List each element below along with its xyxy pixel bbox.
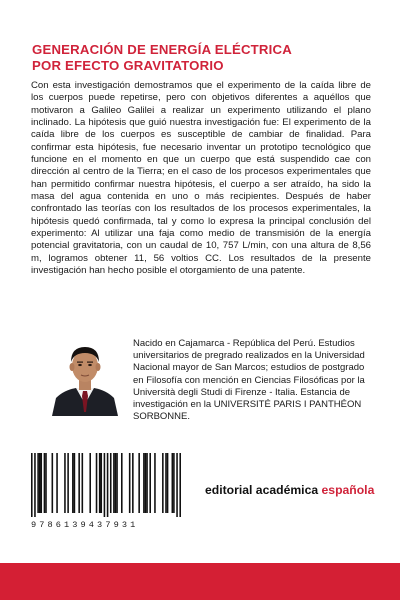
- barcode-bar: [176, 453, 178, 517]
- author-biography: Nacido en Cajamarca - República del Perú. Estudios universitarios de pregrado realizados en la Universidad Nacional mayor de San Marcos; estudios de postgrado en Filosofía con mención en Ciencias Filosóficas por la Università degli Studi di Firenze - Italia. Estancia de investigación en la UNIVERSITÉ PARIS I PANTHÉON SORBONNE.: [133, 338, 365, 423]
- barcode-bar: [132, 453, 134, 513]
- publisher-name-accent: española: [321, 483, 375, 497]
- barcode-bar: [115, 453, 117, 513]
- book-title-line-1: GENERACIÓN DE ENERGÍA ELÉCTRICA: [32, 42, 292, 57]
- book-title-line-2: POR EFECTO GRAVITATORIO: [32, 58, 224, 73]
- barcode-bar: [113, 453, 115, 513]
- barcode-bar: [34, 453, 36, 517]
- barcode-bar: [100, 453, 102, 513]
- barcode-bar: [143, 453, 145, 513]
- barcode-bar: [78, 453, 80, 513]
- barcode-bar: [37, 453, 39, 513]
- barcode-bar: [138, 453, 140, 513]
- barcode-bar: [129, 453, 131, 513]
- barcode-bar: [96, 453, 98, 513]
- barcode-bar: [121, 453, 123, 513]
- barcode-bar: [72, 453, 74, 513]
- barcode-bar: [167, 453, 169, 513]
- barcode-bar: [31, 453, 33, 517]
- book-title: [32, 42, 372, 74]
- barcode-bar: [64, 453, 66, 513]
- barcode-bar: [179, 453, 181, 517]
- barcode-bar: [107, 453, 109, 517]
- author-photo: [50, 338, 120, 416]
- abstract-text: Con esta investigación demostramos que el experimento de la caída libre de los cuerpos puede repetirse, pero con objetivos diferentes a aquéllos que motivaron a Galileo Galilei a realizar un experimento utilizando el plano inclinado. La hipótesis que guió nuestra investigación fue: El experimento de la caída libre de los cuerpos es susceptible de cambiar de finalidad. Para confirmar esta hipótesis, fue necesario inventar un prototipo tecnológico que funcione en el momento en que un cuerpo que está suspendido cae con dirección al centro de la Tierra; en el caso de los procesos experimentales que han permitido confirmar nuestra hipótesis, el cuerpo a ser atraído, ha sido la masa del agua contenida en uno o más recipientes. Después de haber confrontado las teorías con los resultados de los procesos experimentales, la hipótesis quedó confirmada, tal y como lo expresa la principal conclusión del experimento: Al utilizar una faja como medio de transmisión de la energía potencial gravitatoria, con un caudal de 10, 757 L/min, con una altura de 8,56 m, logramos obtener 11, 56 voltios CC. Los resultados de la presente investigación han hecho posible el otorgamiento de una patente.: [31, 80, 371, 277]
- author-portrait-image: [50, 338, 120, 416]
- barcode-bar: [116, 453, 118, 513]
- barcode: [31, 453, 181, 517]
- barcode-bar: [172, 453, 174, 513]
- barcode-bar: [110, 453, 112, 513]
- barcode-bar: [145, 453, 147, 513]
- publisher-logo: [205, 483, 374, 497]
- isbn-number: 9786139437931: [31, 520, 139, 530]
- barcode-bar: [154, 453, 156, 513]
- barcode-bar: [67, 453, 69, 513]
- barcode-bar: [39, 453, 41, 513]
- barcode-bar: [99, 453, 101, 513]
- publisher-name: editorial académica: [205, 483, 322, 497]
- barcode-bar: [165, 453, 167, 513]
- barcode-bar: [52, 453, 54, 513]
- barcode-bar: [104, 453, 106, 517]
- barcode-bar: [40, 453, 42, 513]
- barcode-bar: [82, 453, 84, 513]
- barcode-bar: [44, 453, 46, 513]
- barcode-bar: [56, 453, 58, 513]
- barcode-bar: [146, 453, 148, 513]
- barcode-bar: [149, 453, 151, 513]
- barcode-bar: [162, 453, 164, 513]
- red-footer-band: [0, 563, 400, 600]
- barcode-bar: [74, 453, 76, 513]
- barcode-bar: [89, 453, 91, 513]
- barcode-bar: [45, 453, 47, 513]
- barcode-bar: [173, 453, 175, 513]
